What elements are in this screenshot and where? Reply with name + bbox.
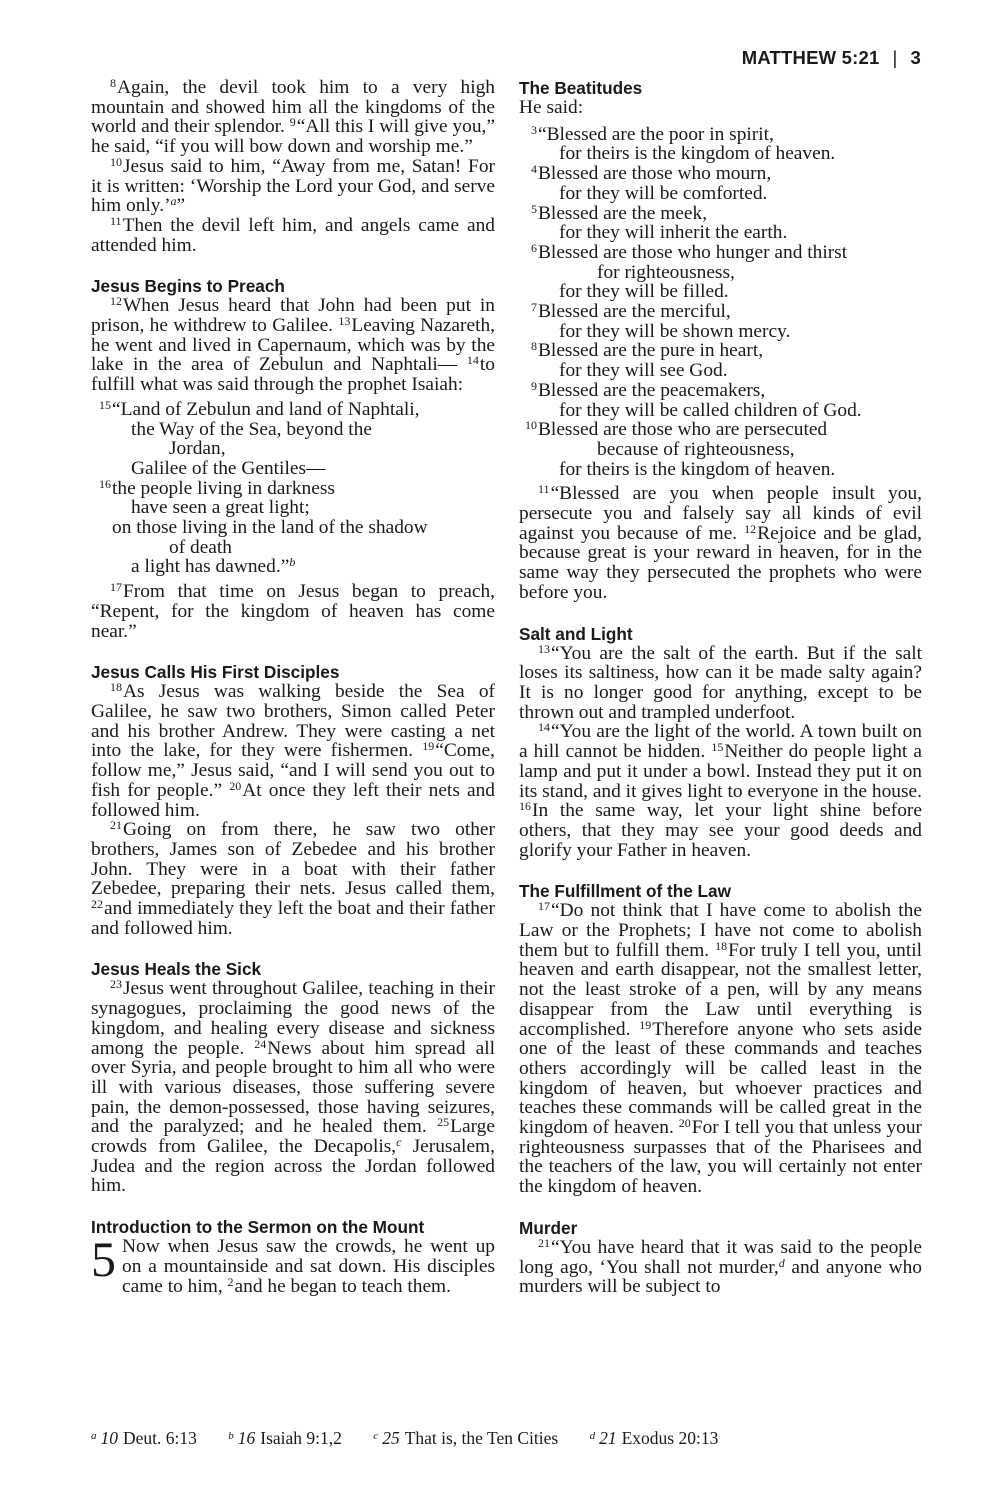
footnote-text: That is, the Ten Cities — [404, 1428, 559, 1448]
verse-number: 14 — [538, 720, 550, 735]
verse-text: News about him spread all over Syria, and people brought to him all who were ill with various diseases, those suffering severe pain, the demon-possessed, those having seizures, and the paralyzed; and he healed them. — [91, 1037, 495, 1138]
footnote-text: Exodus 20:13 — [621, 1428, 719, 1448]
verse-text: and immediately they left the boat and their father and followed him. — [91, 898, 495, 939]
poetry-line: 15“Land of Zebulun and land of Naphtali, — [99, 397, 420, 420]
running-head — [742, 47, 921, 69]
verse-number: 12 — [744, 521, 757, 536]
verse-number: 19 — [422, 739, 435, 754]
verse-text: Jesus said to him, “Away from me, Satan! For it is written: ‘Worship the Lord your God, and serve him only.’ — [91, 155, 495, 217]
paragraph — [519, 722, 922, 860]
poetry-line: 3“Blessed are the poor in spirit, — [531, 122, 774, 145]
verse-number: 25 — [437, 1115, 450, 1130]
verse-text: “You are the salt of the earth. But if the salt loses its saltiness, how can it be made salty again? It is no longer good for anything, except to be thrown out and trampled underfoot. — [519, 642, 922, 723]
verse-text: Neither do people light a lamp and put it under a bowl. Instead they put it on its stand, and it gives light to everyone in the house. — [519, 741, 922, 802]
poetry-line — [91, 518, 495, 538]
verse-number: 22 — [91, 897, 103, 912]
verse-number: 8 — [110, 76, 116, 90]
footnote-text: Isaiah 9:1,2 — [260, 1428, 342, 1448]
verse-number: 10 — [110, 154, 122, 169]
paragraph — [519, 484, 922, 602]
paragraph — [91, 1231, 495, 1297]
poetry-text: “Land of Zebulun and land of Naphtali, — [112, 398, 420, 420]
verse-number: 11 — [110, 213, 122, 228]
footnote-mark: d — [589, 1430, 596, 1442]
poetry-line — [519, 322, 922, 342]
verse-number: 11 — [538, 482, 550, 497]
paragraph — [519, 901, 922, 1197]
poetry-text: for righteousness, — [597, 261, 735, 283]
poetry-line: 8Blessed are the pure in heart, — [531, 339, 764, 362]
section-heading: Jesus Calls His First Disciples — [91, 662, 340, 683]
poetry-block — [91, 397, 495, 578]
poetry-text: for they will be shown mercy. — [559, 320, 791, 342]
section-heading: Jesus Begins to Preach — [91, 276, 285, 297]
paragraph — [91, 820, 495, 938]
verse-text: Leaving Nazareth, he went and lived in Capernaum, which was by the lake in the area of Zebulun and Naphtali— — [91, 315, 496, 376]
section-heading: Murder — [519, 1217, 578, 1238]
poetry-line — [519, 401, 922, 421]
poetry-text: the people living in darkness — [112, 477, 335, 499]
poetry-line — [519, 440, 922, 460]
verse-text: Rejoice and be glad, because great is your reward in heaven, for in the same way they persecuted the prophets who were before you. — [519, 522, 922, 603]
poetry-line — [519, 361, 922, 381]
paragraph — [519, 641, 922, 723]
footnote-mark: a — [91, 1430, 97, 1442]
footnote-mark: d — [778, 1255, 785, 1270]
poetry-line: 9Blessed are the peacemakers, — [531, 378, 766, 401]
poetry-line — [91, 459, 495, 479]
paragraph — [519, 1235, 922, 1298]
footnote-ref: 25 — [382, 1428, 400, 1448]
verse-text: Now when Jesus saw the crowds, he went up on a mountainside and sat down. His disciples came to him, — [122, 1236, 495, 1297]
chapter-start — [91, 1231, 495, 1297]
footnote-mark: b — [289, 555, 296, 570]
poetry-text: for they will inherit the earth. — [559, 222, 788, 244]
verse-text: From that time on Jesus began to preach, “Repent, for the kingdom of heaven has come near.” — [91, 581, 495, 642]
poetry-line — [91, 557, 495, 577]
verse-text: to fulfill what was said through the prophet Isaiah: — [91, 354, 495, 396]
footnote-mark: c — [373, 1430, 379, 1442]
section-heading: Introduction to the Sermon on the Mount — [91, 1217, 425, 1238]
footnote-mark: b — [228, 1430, 234, 1442]
verse-text: and he began to teach them. — [234, 1275, 451, 1297]
poetry-line: 6Blessed are those who hunger and thirst — [531, 240, 848, 263]
poetry-text: for they will be filled. — [559, 281, 729, 303]
verse-text: Going on from there, he saw two other brothers, James son of Zebedee and his brother John. They were in a boat with their father Zebedee, preparing their nets. Jesus called them, — [91, 819, 495, 900]
poetry-text: for they will be called children of God. — [559, 399, 862, 421]
verse-number: 14 — [466, 353, 479, 368]
poetry-text: for theirs is the kingdom of heaven. — [559, 143, 836, 165]
verse-text: At once they left their nets and followed him. — [91, 779, 495, 821]
poetry-text: Blessed are the peacemakers, — [538, 379, 766, 401]
poetry-text: Blessed are the merciful, — [538, 301, 731, 323]
footnote-text: Deut. 6:13 — [123, 1428, 197, 1448]
verse-number: 17 — [538, 899, 550, 914]
footnote-mark: a — [170, 194, 177, 209]
poetry-text: on those living in the land of the shadow — [112, 517, 428, 539]
verse-number: 24 — [254, 1036, 267, 1051]
beatitudes-block — [519, 122, 922, 480]
verse-text: When Jesus heard that John had been put in prison, he withdrew to Galilee. — [91, 295, 495, 337]
right-column — [519, 78, 922, 1297]
poetry-line — [91, 498, 495, 518]
running-head-separator: | — [892, 47, 898, 68]
footnotes — [91, 1428, 931, 1449]
poetry-line — [519, 223, 922, 243]
poetry-text: the Way of the Sea, beyond the — [131, 418, 372, 440]
poetry-text: Blessed are those who mourn, — [538, 163, 772, 185]
verse-text: In the same way, let your light shine before others, that they may see your good deeds and glorify your Father in heaven. — [519, 800, 922, 861]
verse-text: “You are the light of the world. A town built on a hill cannot be hidden. — [519, 721, 922, 763]
verse-text: Then the devil left him, and angels came and attended him. — [91, 214, 495, 256]
footnote-ref: 10 — [100, 1428, 118, 1448]
verse-number: 23 — [110, 977, 122, 992]
intro-line: He said: — [519, 97, 584, 118]
poetry-line — [519, 282, 922, 302]
verse-text: “Blessed are you when people insult you, persecute you and falsely say all kinds of evil against you because of me. — [519, 483, 922, 544]
verse-text: “Come, follow me,” Jesus said, “and I will send you out to fish for people.” — [91, 740, 495, 801]
poetry-line: 10Blessed are those who are persecuted — [525, 418, 828, 441]
verse-text: Therefore anyone who sets aside one of the least of these commands and teaches others accordingly will be called least in the kingdom of heaven, but whoever practices and teaches these commands will be called great in the kingdom of heaven. — [519, 1018, 922, 1139]
poetry-text: Jordan, — [169, 438, 226, 460]
poetry-line — [519, 184, 922, 204]
verse-number: 17 — [110, 580, 122, 595]
running-head-book: MATTHEW 5:21 — [741, 47, 880, 68]
verse-number: 15 — [711, 740, 724, 755]
poetry-line — [91, 439, 495, 459]
verse-number: 21 — [538, 1235, 550, 1250]
verse-text: “All this I will give you,” he said, “if you will bow down and worship me.” — [91, 116, 496, 158]
paragraph — [91, 213, 495, 256]
section-heading: The Beatitudes — [519, 78, 643, 98]
footnote-mark: c — [396, 1135, 402, 1150]
verse-number: 16 — [519, 799, 531, 814]
footnote — [590, 1428, 719, 1449]
poetry-text: “Blessed are the poor in spirit, — [538, 123, 774, 145]
verse-text: For I tell you that unless your righteousness surpasses that of the Pharisees and the teachers of the law, you will certainly not enter the kingdom of heaven. — [519, 1117, 922, 1198]
verse-number: 2 — [227, 1274, 234, 1289]
page-number: 3 — [910, 47, 921, 68]
section-heading: Salt and Light — [519, 623, 633, 644]
poetry-text: because of righteousness, — [597, 438, 795, 460]
footnote-ref: 16 — [237, 1428, 256, 1448]
verse-text: Jesus went throughout Galilee, teaching in their synagogues, proclaiming the good news of the kingdom, and healing every disease and sickness among the people. — [91, 978, 495, 1059]
verse-number: 12 — [110, 294, 122, 309]
paragraph — [91, 979, 495, 1196]
footnote — [91, 1428, 197, 1449]
paragraph — [91, 154, 495, 217]
poetry-line: 5Blessed are the meek, — [531, 201, 708, 224]
poetry-text: Blessed are those who are persecuted — [538, 419, 828, 441]
paragraph — [91, 682, 495, 820]
poetry-line — [519, 460, 922, 480]
section-heading: The Fulfillment of the Law — [519, 881, 731, 902]
poetry-text: Blessed are the pure in heart, — [538, 340, 764, 362]
verse-text: As Jesus was walking beside the Sea of Galilee, he saw two brothers, Simon called Peter and his brother Andrew. They were casting a net into the lake, for they were fishermen. — [91, 681, 495, 762]
verse-text: For truly I tell you, until heaven and earth disappear, not the smallest letter, not the least stroke of a pen, will by any means disappear from the Law until everything is accomplished. — [519, 939, 923, 1040]
paragraph — [91, 296, 495, 395]
paragraph — [91, 582, 495, 641]
verse-text: “You have heard that it was said to the people long ago, ‘You shall not murder, — [519, 1236, 922, 1278]
poetry-text: for they will see God. — [559, 360, 728, 382]
paragraph — [91, 78, 495, 157]
verse-number: 9 — [289, 115, 296, 130]
verse-text: Large crowds from Galilee, the Decapolis, — [91, 1116, 495, 1158]
footnote — [228, 1428, 342, 1449]
poetry-line: 16the people living in darkness — [99, 476, 335, 499]
verse-number: 18 — [715, 938, 728, 953]
verse-number: 19 — [639, 1017, 652, 1032]
poetry-text: for they will be comforted. — [559, 182, 768, 204]
poetry-text: Galilee of the Gentiles— — [131, 457, 326, 479]
poetry-line — [519, 263, 922, 283]
poetry-line — [519, 144, 922, 164]
verse-number: 13 — [538, 641, 550, 656]
poetry-line: 4Blessed are those who mourn, — [531, 162, 772, 185]
poetry-line: 7Blessed are the merciful, — [531, 300, 731, 323]
verse-text: “Do not think that I have come to abolish the Law or the Prophets; I have not come to abolish them but to fulfill them. — [519, 900, 922, 961]
verse-number: 21 — [110, 818, 122, 833]
verse-number: 13 — [338, 314, 351, 329]
poetry-line — [91, 420, 495, 440]
poetry-text: of death — [169, 536, 232, 558]
poetry-text: Blessed are those who hunger and thirst — [538, 241, 848, 263]
section-heading: Jesus Heals the Sick — [91, 959, 262, 980]
verse-number: 20 — [678, 1116, 691, 1131]
verse-text: ” — [176, 195, 186, 217]
poetry-text: have seen a great light; — [131, 497, 310, 519]
verse-text: Again, the devil took him to a very high mountain and showed him all the kingdoms of the world and their splendor. — [91, 77, 495, 138]
footnote — [373, 1428, 558, 1449]
verse-text: and anyone who murders will be subject to — [519, 1256, 922, 1298]
verse-number: 18 — [110, 680, 122, 695]
poetry-text: a light has dawned.” — [131, 556, 290, 578]
verse-text: Jerusalem, Judea and the region across the Jordan followed him. — [91, 1136, 495, 1197]
footnote-ref: 21 — [599, 1428, 617, 1448]
poetry-text: for theirs is the kingdom of heaven. — [559, 458, 836, 480]
poetry-text: Blessed are the meek, — [538, 202, 708, 224]
left-column — [91, 78, 495, 1296]
chapter-number: 5 — [91, 1231, 116, 1288]
verse-number: 20 — [229, 778, 242, 793]
